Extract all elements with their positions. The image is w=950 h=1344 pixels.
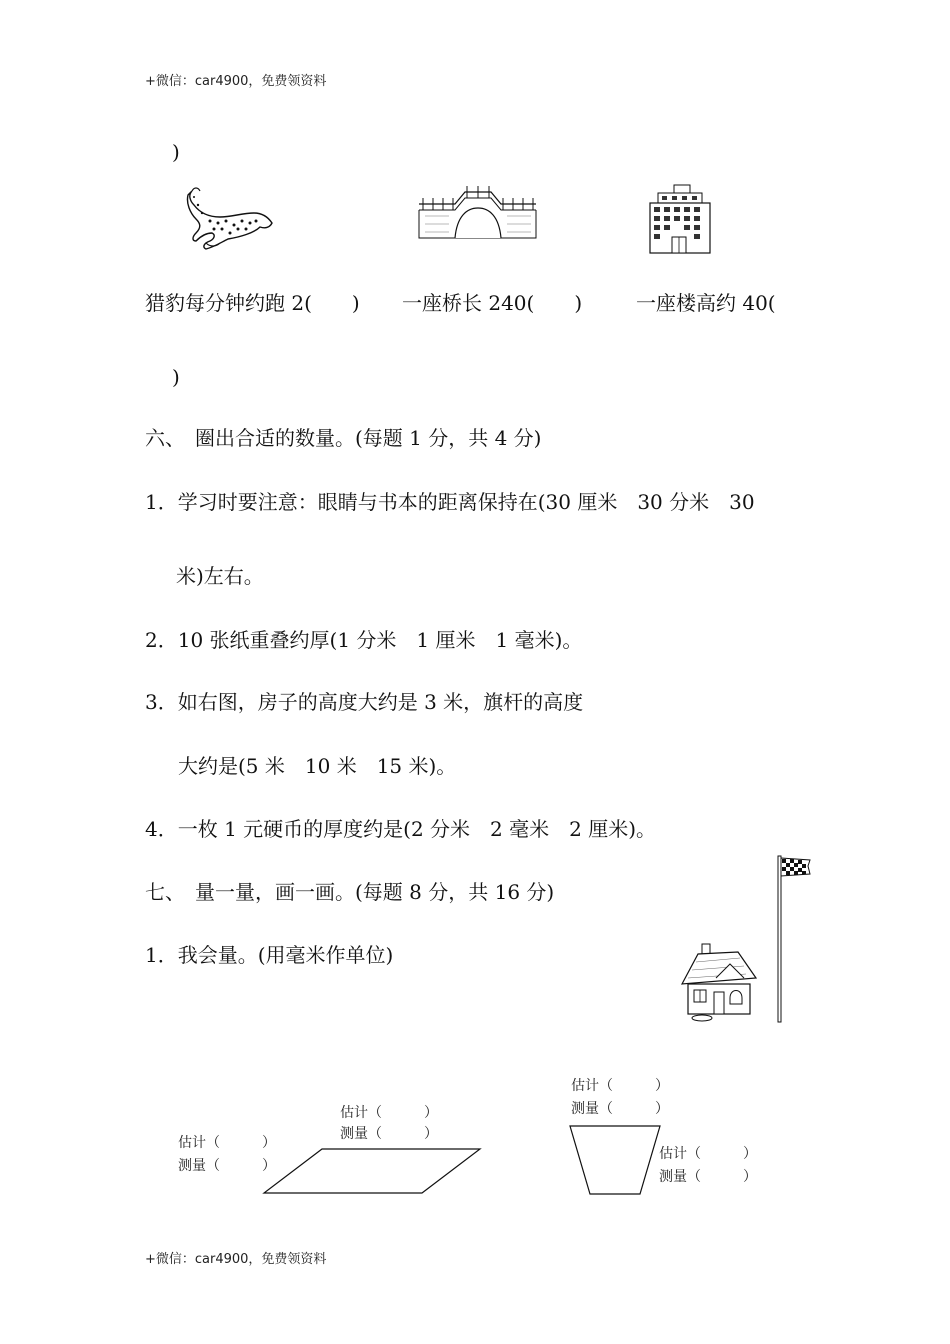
trapezoid-shape <box>570 1126 660 1194</box>
parallelogram-shape <box>264 1149 480 1193</box>
cheetah-icon <box>180 183 280 253</box>
section-six-q4: 4．一枚 1 元硬币的厚度约是(2 分米 2 毫米 2 厘米)。 <box>145 817 657 841</box>
unit-question-cheetah: 猎豹每分钟约跑 2( ) <box>145 291 360 315</box>
parallelogram-side-estimate: 估计（ ） <box>178 1135 276 1151</box>
house-icon <box>676 938 764 1026</box>
trapezoid-top-measure: 测量（ ） <box>571 1101 669 1117</box>
parallelogram-side-measure: 测量（ ） <box>178 1158 276 1174</box>
building-icon <box>644 183 716 255</box>
flagpole-icon <box>772 854 816 1024</box>
section-six-q1-line1: 1．学习时要注意：眼睛与书本的距离保持在(30 厘米 30 分米 30 <box>145 490 755 514</box>
section-six-q2: 2．10 张纸重叠约厚(1 分米 1 厘米 1 毫米)。 <box>145 628 583 652</box>
trapezoid-side-measure: 测量（ ） <box>659 1169 757 1185</box>
unit-question-building: 一座楼高约 40( <box>636 291 776 315</box>
measurement-figures <box>0 1070 950 1210</box>
section-six-heading: 六、 圈出合适的数量。(每题 1 分，共 4 分) <box>145 426 542 450</box>
watermark-top: +微信：car4900，免费领资料 <box>145 74 327 89</box>
parallelogram-top-measure: 测量（ ） <box>340 1126 438 1142</box>
watermark-bottom: +微信：car4900，免费领资料 <box>145 1252 327 1267</box>
section-seven-q1: 1．我会量。(用毫米作单位) <box>145 943 394 967</box>
trapezoid-side-estimate: 估计（ ） <box>659 1146 757 1162</box>
bridge-icon <box>415 180 540 242</box>
section-six-q3-line1: 3．如右图，房子的高度大约是 3 米，旗杆的高度 <box>145 690 584 714</box>
parallelogram-top-estimate: 估计（ ） <box>340 1105 438 1121</box>
section-seven-heading: 七、 量一量，画一画。(每题 8 分，共 16 分) <box>145 880 555 904</box>
section-six-q1-line2: 米)左右。 <box>176 564 264 588</box>
trapezoid-top-estimate: 估计（ ） <box>571 1078 669 1094</box>
unit-question-bridge: 一座桥长 240( ) <box>402 291 583 315</box>
unit-question-tail: ) <box>172 365 180 389</box>
section-six-q3-line2: 大约是(5 米 10 米 15 米)。 <box>178 754 457 778</box>
prev-question-tail: ) <box>172 140 180 164</box>
